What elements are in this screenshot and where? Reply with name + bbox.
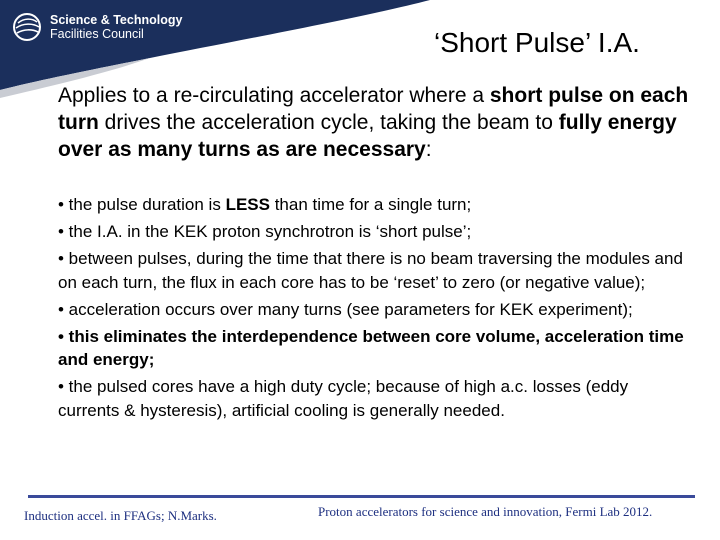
stfc-logo [12,12,182,42]
stfc-globe-icon [12,12,42,42]
bullet-6: • the pulsed cores have a high duty cycle; because of high a.c. losses (eddy currents & hysteresis), artificial cooling is generally needed. [58,377,629,420]
bullet-1-text-b: than time for a single turn; [269,195,472,214]
intro-text-3: : [425,138,432,161]
intro-text-1: Applies to a re-circulating accelerator where a [58,84,490,107]
footer-author: Induction accel. in FFAGs; N.Marks. [24,508,217,523]
logo-text [50,13,182,41]
footer-event: Proton accelerators for science and innovation, Fermi Lab 2012. [318,504,653,519]
bullet-1 [58,193,688,217]
bullet-list [58,193,688,426]
bullet-3: • between pulses, during the time that there is no beam traversing the modules and on each turn, the flux in each core has to be ‘reset’ to zero (or negative value); [58,249,683,292]
intro-text-2: drives the acceleration cycle, taking the beam to [98,111,559,134]
logo-line-1: Science & Technology [50,13,183,27]
bullet-1-bold: LESS [225,195,270,214]
intro-bold-1: short pulse on each turn [58,84,689,134]
slide-title: ‘Short Pulse’ I.A. [434,27,640,58]
bullet-1-text-a: • the pulse duration is [58,195,226,214]
footer-divider [28,495,695,498]
bullet-5: • this eliminates the interdependence between core volume, acceleration time and energy; [58,326,684,369]
intro-bold-2: fully energy over as many turns as are necessary [58,111,677,161]
intro-paragraph [58,82,698,163]
logo-line-2: Facilities Council [50,27,144,41]
bullet-2: • the I.A. in the KEK proton synchrotron is ‘short pulse’; [58,222,472,241]
bullet-4: • acceleration occurs over many turns (see parameters for KEK experiment); [58,299,633,319]
